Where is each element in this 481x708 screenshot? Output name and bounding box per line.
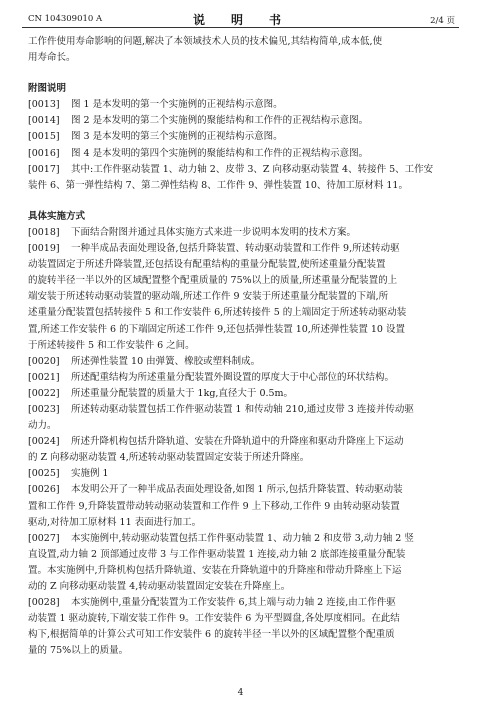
paragraph-text: 下面结合附图并通过具体实施方式来进一步说明本发明的技术方案。 bbox=[71, 226, 357, 238]
paragraph-continuation: 置和工作件 9,升降装置带动转动驱动装置和工作件 9 上下移动,工作件 9 由转动驱动装置 bbox=[28, 500, 400, 512]
intro-line: 用寿命长。 bbox=[28, 52, 76, 64]
paragraph bbox=[28, 146, 458, 162]
paragraph bbox=[28, 595, 458, 611]
paragraph-text: 图 4 是本发明的第四个实施例的聚能结构和工作件的正视结构示意图。 bbox=[71, 147, 369, 159]
section-heading-embodiments: 具体实施方式 bbox=[28, 210, 86, 222]
paragraph-number: [0018] bbox=[28, 226, 60, 238]
drawing-paragraphs bbox=[28, 97, 458, 194]
paragraph bbox=[28, 241, 458, 257]
paragraph-text: 图 3 是本发明的第三个实施例的正视结构示意图。 bbox=[71, 131, 283, 143]
paragraph-text: 所述弹性装置 10 由弹簧、橡胶或塑料制成。 bbox=[71, 355, 261, 367]
paragraph bbox=[28, 482, 458, 498]
paragraph bbox=[28, 354, 458, 370]
paragraph-number: [0014] bbox=[28, 115, 60, 127]
paragraph-text: 本实施例中,转动驱动装置包括工作件驱动装置 1、动力轴 2 和皮带 3,动力轴 2 竖 bbox=[71, 532, 414, 544]
doc-number: CN 104309010 A bbox=[28, 14, 103, 24]
paragraph bbox=[28, 531, 458, 547]
doc-title: 说 明 书 bbox=[192, 13, 288, 27]
paragraph-number: [0024] bbox=[28, 436, 60, 448]
paragraph-number: [0021] bbox=[28, 371, 60, 383]
paragraph-continuation: 动装置固定于所述升降装置,还包括设有配重结构的重量分配装置,使所述重量分配装置 bbox=[28, 259, 386, 271]
paragraph-continuation: 量的 75%以上的质量。 bbox=[28, 645, 129, 657]
paragraph-number: [0022] bbox=[28, 387, 60, 399]
page-number: 4 bbox=[237, 688, 244, 698]
paragraph bbox=[28, 162, 458, 178]
section-heading-drawings: 附图说明 bbox=[28, 83, 67, 95]
paragraph-text: 本实施例中,重量分配装置为工作安装件 6,其上端与动力轴 2 连接,由工作件驱 bbox=[71, 597, 396, 609]
paragraph bbox=[28, 113, 458, 129]
paragraph-text: 所述配重结构为所述重量分配装置外圈设置的厚度大于中心部位的环状结构。 bbox=[71, 371, 395, 383]
paragraph-number: [0016] bbox=[28, 147, 60, 159]
paragraph-continuation: 构下,根据简单的计算公式可知工作安装件 6 的旋转半径一半以外的区域配置整个配重质 bbox=[28, 629, 395, 641]
paragraph bbox=[28, 466, 458, 482]
paragraph-text: 本发明公开了一种半成品表面处理设备,如图 1 所示,包括升降装置、转动驱动装 bbox=[71, 484, 403, 496]
paragraph-continuation: 述重量分配装置包括转接件 5 和工作安装件 6,所述转接件 5 的上端固定于所述转动驱动装 bbox=[28, 307, 407, 319]
paragraph-number: [0027] bbox=[28, 532, 60, 544]
paragraph-continuation: 置,所述工作安装件 6 的下端固定所述工作件 9,还包括弹性装置 10,所述弹性装置 10 设置 bbox=[28, 323, 405, 335]
paragraph-text: 一种半成品表面处理设备,包括升降装置、转动驱动装置和工作件 9,所述转动驱 bbox=[71, 243, 400, 255]
paragraph-number: [0025] bbox=[28, 468, 60, 480]
paragraph-continuation: 的旋转半径一半以外的区域配置整个配重质量的 75%以上的质量,所述重量分配装置的上 bbox=[28, 275, 398, 287]
paragraph-continuation: 装件 6、第一弹性结构 7、第二弹性结构 8、工作件 9、弹性装置 10、待加工原材料 11。 bbox=[28, 179, 408, 191]
paragraph-continuation: 动力。 bbox=[28, 420, 57, 432]
paragraph-continuation: 动装置 1 驱动旋转,下端安装工作件 9。工作安装件 6 为平型圆盘,各处厚度相同。在此结 bbox=[28, 613, 400, 625]
page-indicator: 2/4 页 bbox=[430, 16, 455, 26]
embodiment-paragraphs bbox=[28, 225, 458, 660]
intro-line: 工作件使用寿命影响的问题,解决了本领域技术人员的技术偏见,其结构简单,成本低,使 bbox=[28, 36, 383, 47]
paragraph-text: 实施例 1 bbox=[71, 468, 109, 480]
paragraph-text: 图 1 是本发明的第一个实施例的正视结构示意图。 bbox=[71, 99, 283, 111]
paragraph-continuation: 置。本实施例中,升降机构包括升降轨道、安装在升降轨道中的升降座和带动升降座上下运 bbox=[28, 564, 402, 576]
paragraph-number: [0026] bbox=[28, 484, 60, 496]
paragraph bbox=[28, 129, 458, 145]
paragraph-continuation: 端安装于所述转动驱动装置的驱动端,所述工作件 9 安装于所述重量分配装置的下端,所 bbox=[28, 291, 389, 303]
paragraph-text: 其中:工作件驱动装置 1、动力轴 2、皮带 3、Z 向移动驱动装置 4、转接件 5、工作安 bbox=[71, 163, 434, 175]
paragraph bbox=[28, 97, 458, 113]
paragraph bbox=[28, 434, 458, 450]
paragraph-text: 所述转动驱动装置包括工作件驱动装置 1 和传动轴 210,通过皮带 3 连接并传动驱 bbox=[71, 403, 414, 415]
paragraph bbox=[28, 225, 458, 241]
paragraph-number: [0023] bbox=[28, 403, 60, 415]
paragraph-number: [0013] bbox=[28, 99, 60, 111]
paragraph-number: [0015] bbox=[28, 131, 60, 143]
page-header bbox=[22, 11, 459, 28]
paragraph-continuation: 的 Z 向移动驱动装置 4,所述转动驱动装置固定安装于所述升降座。 bbox=[28, 452, 310, 464]
paragraph-text: 所述重量分配装置的质量大于 1kg,直径大于 0.5m。 bbox=[71, 387, 294, 399]
paragraph-number: [0020] bbox=[28, 355, 60, 367]
paragraph-number: [0017] bbox=[28, 163, 60, 175]
paragraph bbox=[28, 386, 458, 402]
paragraph-continuation: 驱动,对待加工原材料 11 表面进行加工。 bbox=[28, 516, 202, 528]
paragraph-text: 所述升降机构包括升降轨道、安装在升降轨道中的升降座和驱动升降座上下运动 bbox=[71, 436, 404, 448]
paragraph-number: [0019] bbox=[28, 243, 60, 255]
paragraph bbox=[28, 370, 458, 386]
paragraph-continuation: 于所述转接件 5 和工作安装件 6 之间。 bbox=[28, 339, 195, 351]
paragraph-number: [0028] bbox=[28, 597, 60, 609]
paragraph-text: 图 2 是本发明的第二个实施例的聚能结构和工作件的正视结构示意图。 bbox=[71, 115, 369, 127]
paragraph-continuation: 动的 Z 向移动驱动装置 4,转动驱动装置固定安装在升降座上。 bbox=[28, 581, 291, 592]
document-body bbox=[28, 34, 458, 659]
paragraph-continuation: 直设置,动力轴 2 顶部通过皮带 3 与工作件驱动装置 1 连接,动力轴 2 底部连接重量分配装 bbox=[28, 548, 406, 560]
paragraph bbox=[28, 402, 458, 418]
